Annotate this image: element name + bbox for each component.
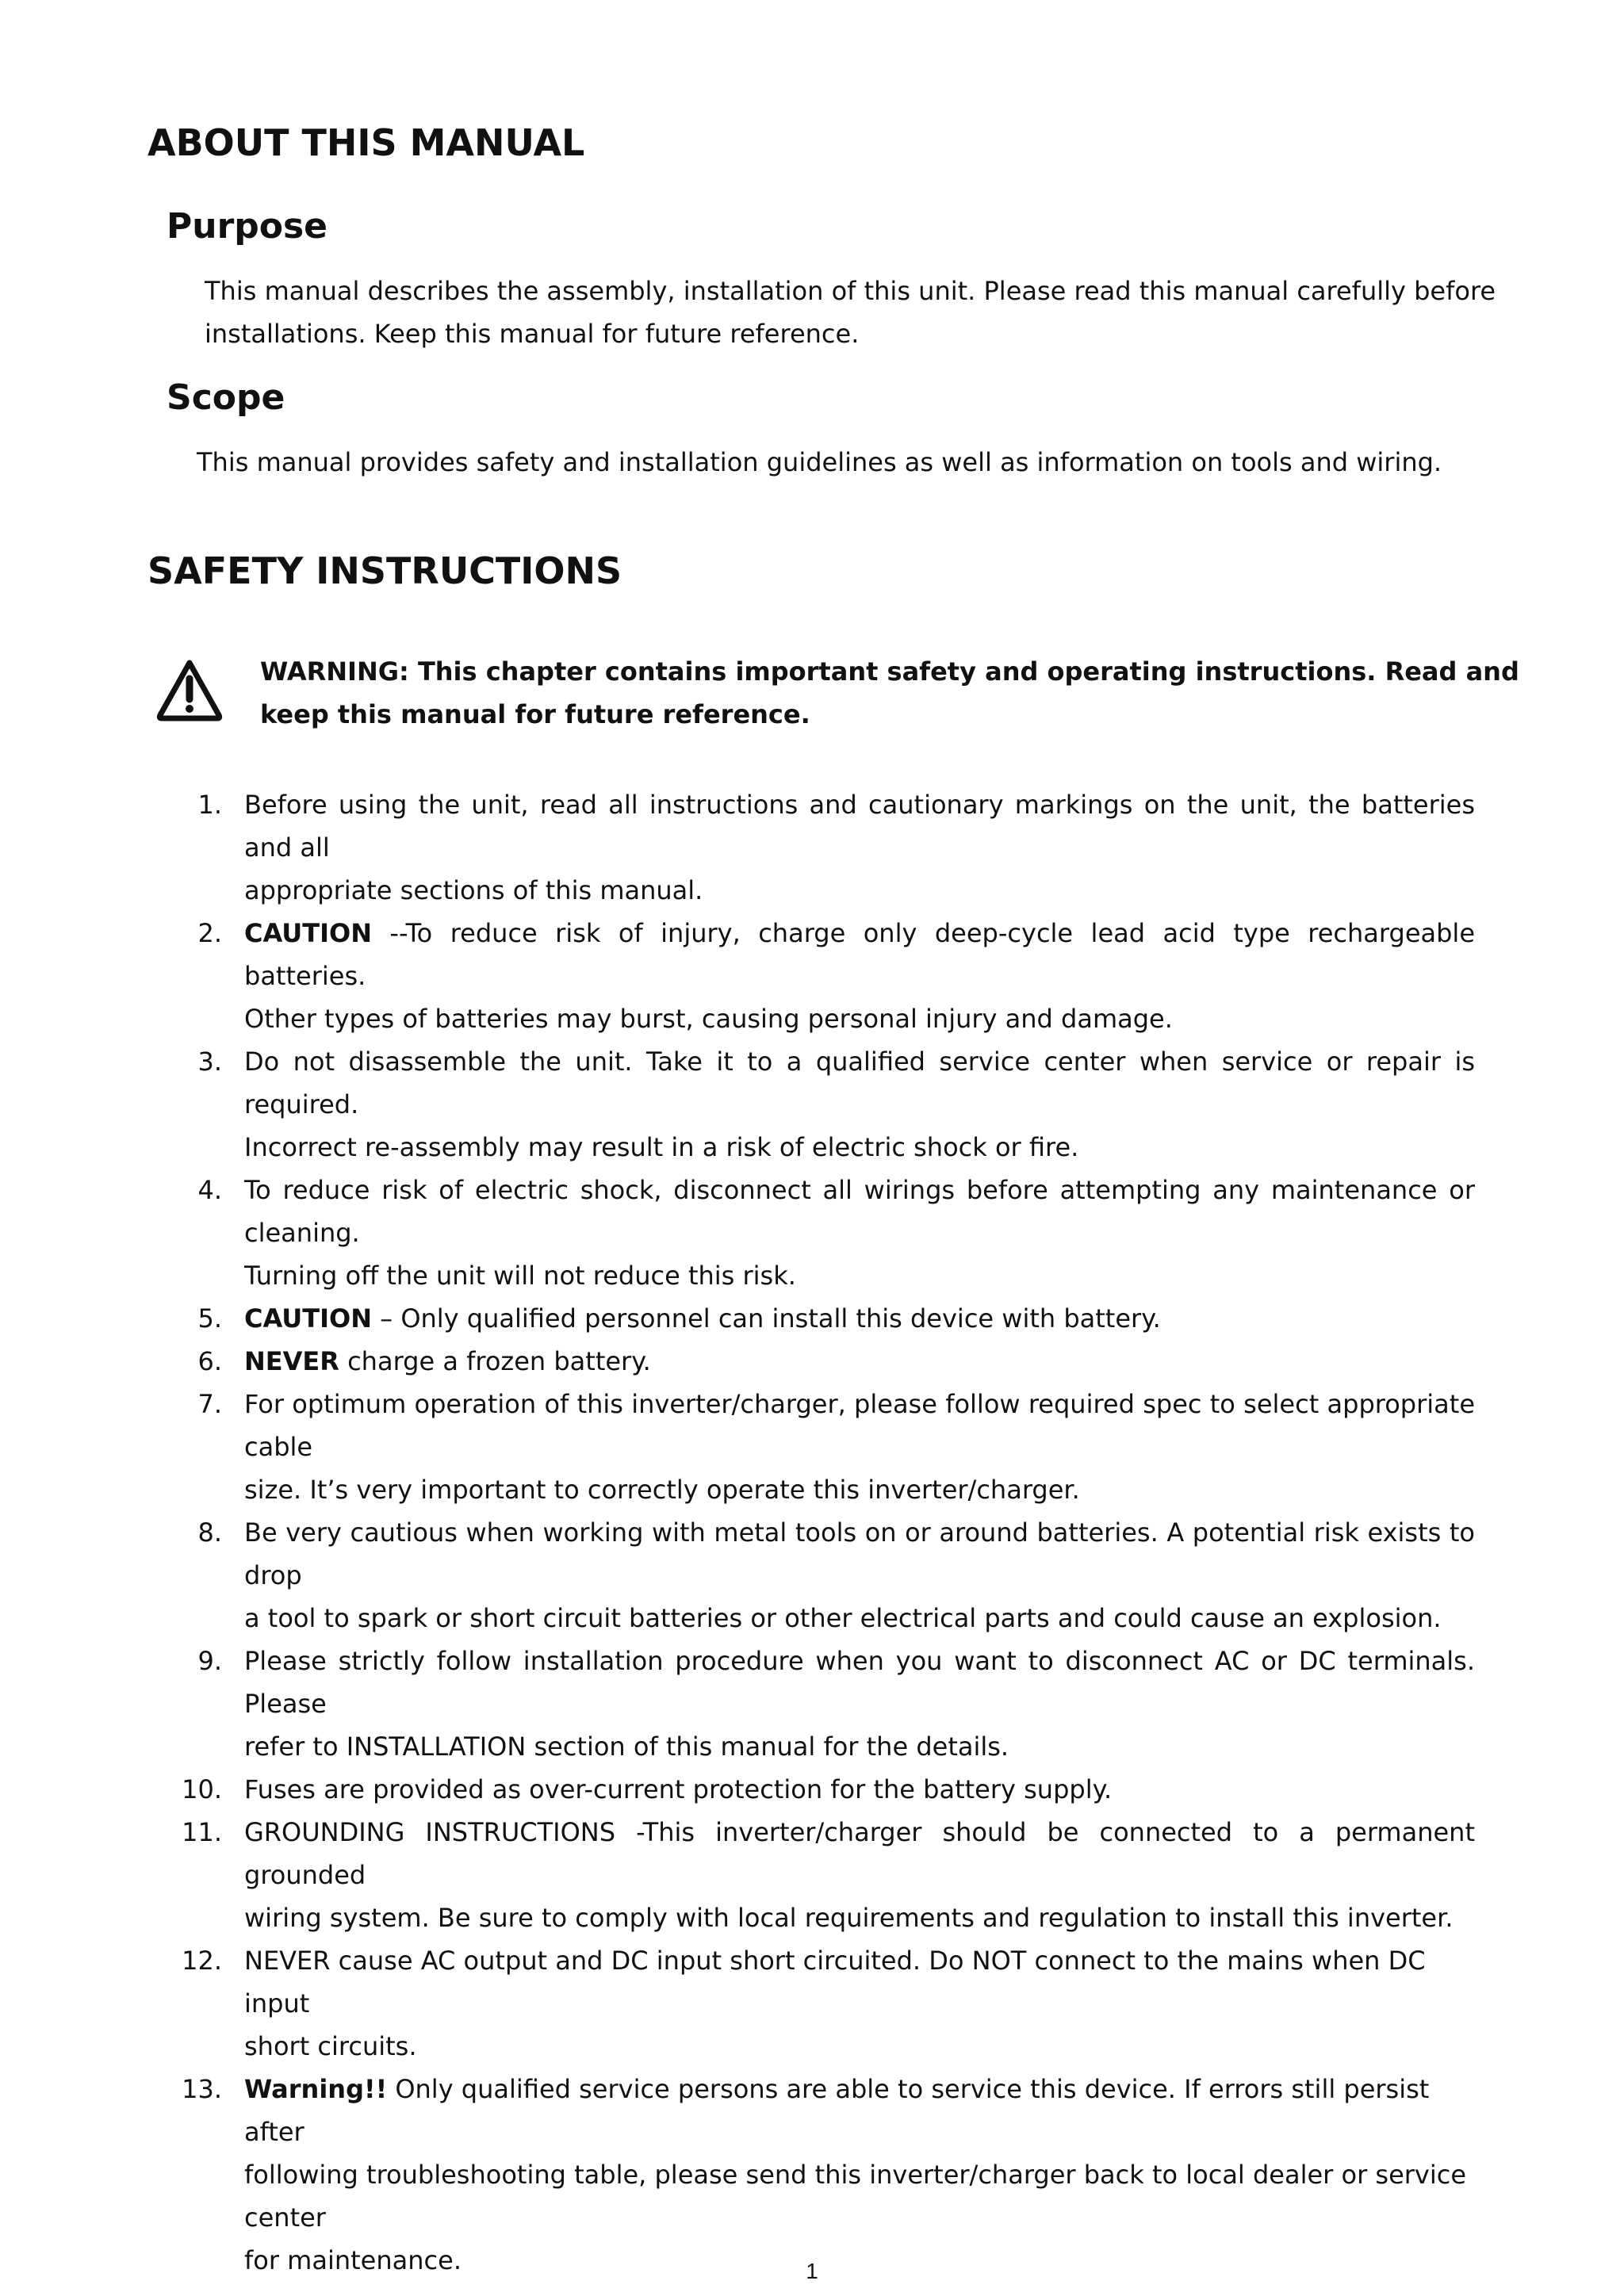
- page-number: 1: [806, 2259, 818, 2283]
- item-line: Fuses are provided as over-current protection for the battery supply.: [244, 1774, 1113, 1804]
- item-line: CAUTION – Only qualified personnel can install this device with battery.: [244, 1303, 1161, 1334]
- list-item: [0, 1768, 1624, 1811]
- purpose-line-1: This manual describes the assembly, installation of this unit. Please read this manual carefully before: [205, 276, 1496, 306]
- list-item: [0, 1340, 1624, 1383]
- item-emphasis: NEVER: [244, 1346, 339, 1376]
- about-heading: ABOUT THIS MANUAL: [147, 121, 585, 164]
- item-line: a tool to spark or short circuit batteries or other electrical parts and could cause an explosion.: [244, 1603, 1442, 1633]
- item-line: Warning!! Only qualified service persons are able to service this device. If errors still persist after: [244, 2074, 1430, 2147]
- item-number: 11.: [182, 1817, 222, 1847]
- list-item: [0, 2068, 1624, 2282]
- item-number: 1.: [197, 790, 222, 820]
- item-line: appropriate sections of this manual.: [244, 875, 703, 905]
- list-item: [0, 1939, 1624, 2068]
- item-number: 10.: [182, 1774, 222, 1804]
- warning-triangle-icon: [155, 658, 224, 721]
- item-line: following troubleshooting table, please send this inverter/charger back to local dealer or service center: [244, 2160, 1467, 2233]
- item-number: 3.: [197, 1047, 222, 1077]
- item-number: 12.: [182, 1946, 222, 1976]
- item-line: Incorrect re-assembly may result in a risk of electric shock or fire.: [244, 1132, 1079, 1162]
- list-item: [0, 1383, 1624, 1511]
- item-line: GROUNDING INSTRUCTIONS -This inverter/charger should be connected to a permanent grounded: [244, 1817, 1475, 1890]
- item-number: 9.: [197, 1646, 222, 1676]
- warning-text-line-2: keep this manual for future reference.: [260, 699, 810, 729]
- purpose-heading: Purpose: [167, 206, 328, 247]
- item-line: Before using the unit, read all instructions and cautionary markings on the unit, the batteries and all: [244, 790, 1475, 863]
- item-line: Be very cautious when working with metal tools on or around batteries. A potential risk exists to drop: [244, 1517, 1475, 1590]
- item-number: 5.: [197, 1303, 222, 1334]
- warning-text-line-1: WARNING: This chapter contains important safety and operating instructions. Read and: [260, 656, 1519, 687]
- purpose-line-2: installations. Keep this manual for future reference.: [205, 319, 860, 349]
- scope-heading: Scope: [167, 377, 285, 418]
- list-item: [0, 1640, 1624, 1768]
- item-line: CAUTION --To reduce risk of injury, charge only deep-cycle lead acid type rechargeable batteries.: [244, 918, 1475, 991]
- scope-text: This manual provides safety and installation guidelines as well as information on tools and wiring.: [197, 447, 1442, 477]
- safety-heading: SAFETY INSTRUCTIONS: [147, 549, 622, 592]
- item-number: 7.: [197, 1389, 222, 1419]
- item-line: wiring system. Be sure to comply with local requirements and regulation to install this inverter.: [244, 1903, 1454, 1933]
- item-line: NEVER charge a frozen battery.: [244, 1346, 651, 1376]
- item-line: Turning off the unit will not reduce this risk.: [244, 1261, 796, 1291]
- item-line: refer to INSTALLATION section of this manual for the details.: [244, 1732, 1009, 1762]
- item-line: NEVER cause AC output and DC input short circuited. Do NOT connect to the mains when DC input: [244, 1946, 1426, 2019]
- item-emphasis: Warning!!: [244, 2074, 388, 2104]
- item-number: 2.: [197, 918, 222, 948]
- warning-callout: [155, 650, 1519, 753]
- list-item: [0, 1511, 1624, 1640]
- item-number: 13.: [182, 2074, 222, 2104]
- item-number: 6.: [197, 1346, 222, 1376]
- item-line: size. It’s very important to correctly operate this inverter/charger.: [244, 1475, 1080, 1505]
- item-line: To reduce risk of electric shock, disconnect all wirings before attempting any maintenance or cleaning.: [244, 1175, 1475, 1248]
- list-item: [0, 783, 1624, 912]
- list-item: [0, 1040, 1624, 1169]
- item-line: For optimum operation of this inverter/charger, please follow required spec to select appropriate cable: [244, 1389, 1475, 1462]
- item-emphasis: CAUTION: [244, 1303, 372, 1334]
- list-item: [0, 1811, 1624, 1939]
- item-emphasis: CAUTION: [244, 918, 372, 948]
- item-line: short circuits.: [244, 2031, 417, 2061]
- item-line: for maintenance.: [244, 2245, 462, 2275]
- safety-instructions-list: [0, 783, 1624, 2282]
- list-item: [0, 1169, 1624, 1297]
- list-item: [0, 1297, 1624, 1340]
- item-line: Please strictly follow installation procedure when you want to disconnect AC or DC terminals. Please: [244, 1646, 1475, 1719]
- list-item: [0, 912, 1624, 1040]
- item-number: 8.: [197, 1517, 222, 1548]
- item-line: Do not disassemble the unit. Take it to a qualified service center when service or repair is required.: [244, 1047, 1475, 1119]
- item-line: Other types of batteries may burst, causing personal injury and damage.: [244, 1004, 1173, 1034]
- item-number: 4.: [197, 1175, 222, 1205]
